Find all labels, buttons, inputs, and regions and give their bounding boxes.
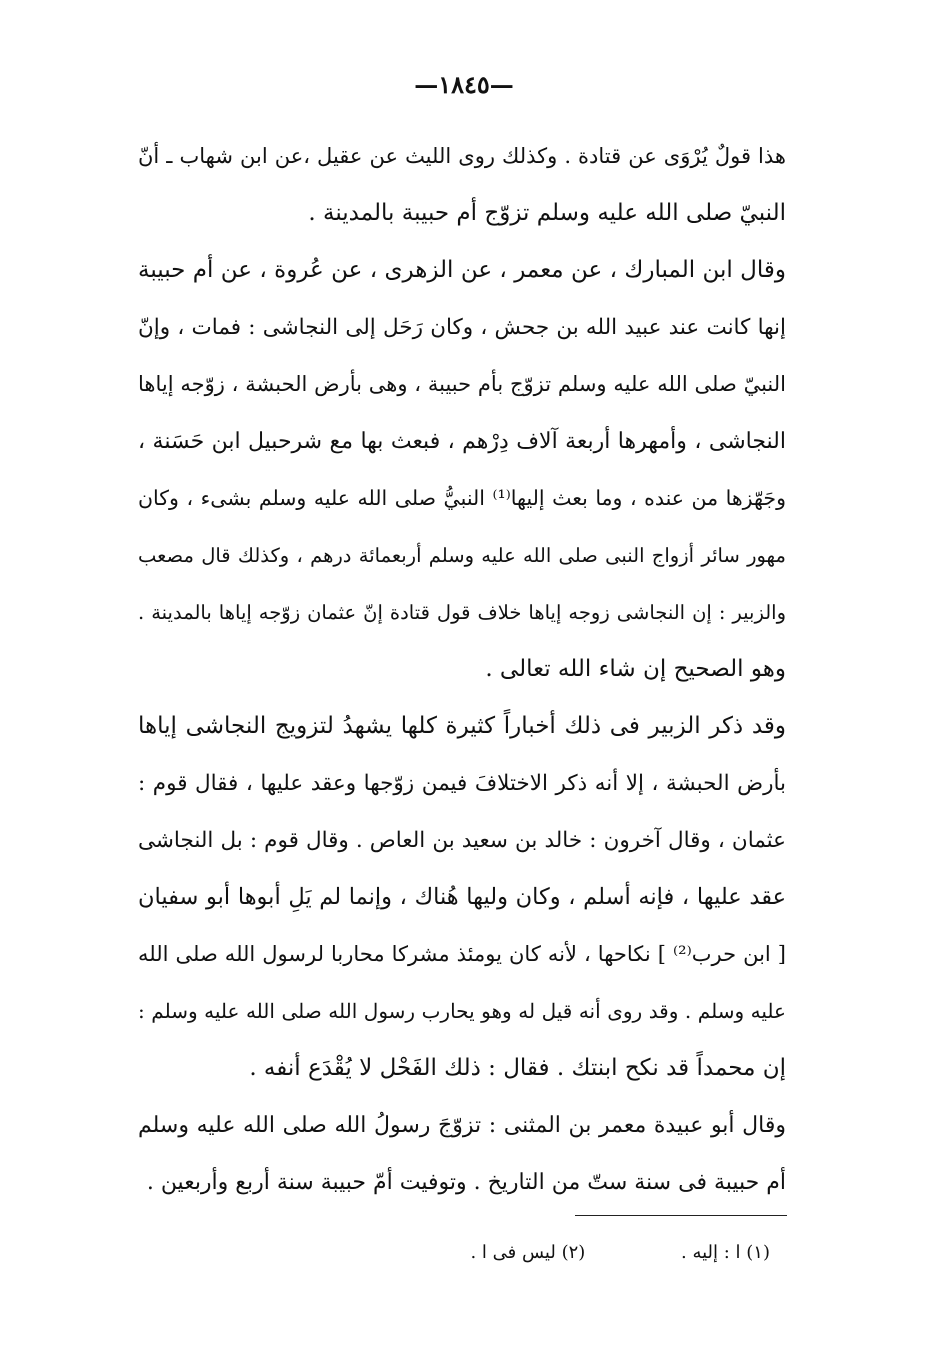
text-line: إنها كانت عند عبيد الله بن جحش ، وكان رَحَل إلى النجاشى : فمات ، وإنّ xyxy=(138,315,786,340)
text-line: وقال أبو عبيدة معمر بن المثنى : تزوّجَ رسولُ الله صلى الله عليه وسلم xyxy=(138,1113,786,1138)
text-line: والزبير : إن النجاشى زوجه إياها خلاف قول قتادة إنّ عثمان زوّجه إياها بالمدينة . xyxy=(138,601,786,624)
footnote-2: (٢) ليس فى ا . xyxy=(470,1242,586,1263)
main-text xyxy=(138,128,786,1211)
text-line: عثمان ، وقال آخرون : خالد بن سعيد بن العاص . وقال قوم : بل النجاشى xyxy=(138,828,786,853)
paragraph-1 xyxy=(138,128,786,242)
text-line: إن محمداً قد نكح ابنتك . فقال : ذلك الفَحْل لا يُقْدَع أنفه . xyxy=(249,1055,786,1081)
paragraph-3 xyxy=(138,698,786,1097)
text-line: عليه وسلم . وقد روى أنه قيل له وهو يحارب رسول الله صلى الله عليه وسلم : xyxy=(138,999,786,1023)
text-line: النجاشى ، وأمهرها أربعة آلاف دِرْهم ، فبعث بها مع شرحبيل ابن حَسَنة ، xyxy=(138,429,786,454)
text-line: وجَهّزها من عنده ، وما بعث إليها⁽¹⁾ النبيُّ صلى الله عليه وسلم بشىء ، وكان xyxy=(138,486,786,510)
text-line: وهو الصحيح إن شاء الله تعالى . xyxy=(485,656,786,682)
text-line: بأرض الحبشة ، إلا أنه ذكر الاختلافَ فيمن زوّجها وعقد عليها ، فقال قوم : xyxy=(138,771,786,796)
paragraph-2 xyxy=(138,242,786,698)
paragraph-4 xyxy=(138,1097,786,1211)
text-line: [ ابن حرب⁽²⁾ ] نكاحها ، لأنه كان يومئذ مشركا محاربا لرسول الله صلى الله xyxy=(138,942,786,966)
text-line: النبيّ صلى الله عليه وسلم تزوّج أم حبيبة بالمدينة . xyxy=(308,200,786,226)
text-line: هذا قولٌ يُرْوَى عن قتادة . وكذلك روى الليث عن عقيل ،عن ابن شهاب ـ أنّ xyxy=(138,144,786,168)
footnote-divider xyxy=(575,1215,787,1216)
footnote-1: (١) ا : إليه . xyxy=(681,1242,770,1263)
text-line: النبيّ صلى الله عليه وسلم تزوّج بأم حبيبة ، وهى بأرض الحبشة ، زوّجه إياها xyxy=(138,372,786,396)
text-line: أم حبيبة فى سنة ستّ من التاريخ . وتوفيت أمّ حبيبة سنة أربع وأربعين . xyxy=(146,1170,786,1195)
footnotes xyxy=(400,1242,770,1263)
text-line: عقد عليها ، فإنه أسلم ، وكان وليها هُناك ، وإنما لم يَلِ أبوها أبو سفيان xyxy=(138,884,786,910)
text-line: وقال ابن المبارك ، عن معمر ، عن الزهرى ، عن عُروة ، عن أم حبيبة xyxy=(138,257,786,283)
text-line: مهور سائر أزواج النبى صلى الله عليه وسلم أربعمائة درهم ، وكذلك قال مصعب xyxy=(138,544,786,567)
page-number: —١٨٤٥— xyxy=(414,70,514,99)
text-line: وقد ذكر الزبير فى ذلك أخباراً كثيرة كلها يشهدُ لتزويج النجاشى إياها xyxy=(138,713,786,739)
